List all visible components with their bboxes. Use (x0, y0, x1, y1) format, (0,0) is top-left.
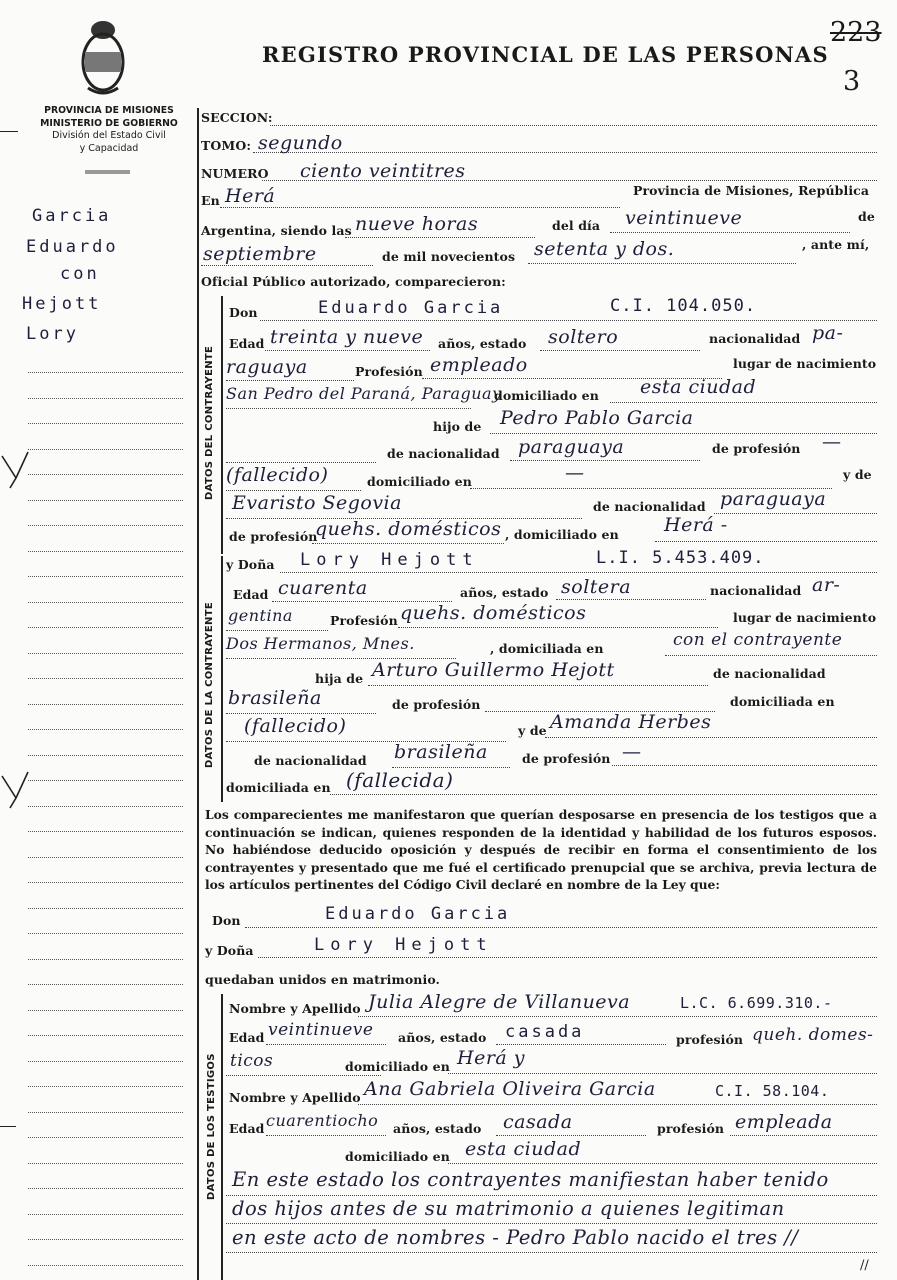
label-edad-w2: Edad (229, 1121, 265, 1136)
bride-madre-domicilio: (fallecida) (346, 768, 454, 792)
note-line: dos hijos antes de su matrimonio a quienes legitiman (232, 1197, 785, 1220)
label-y-de: y de (843, 467, 872, 482)
groom-madre: Evaristo Segovia (232, 492, 402, 514)
label-numero: NUMERO (201, 166, 269, 181)
label-ante-mi: , ante mí, (802, 237, 870, 252)
label-edad: Edad (229, 336, 265, 351)
groom-name: Eduardo Garcia (318, 298, 504, 318)
bride-domicilio: con el contrayente (673, 630, 843, 650)
numero-value: ciento veintitres (300, 160, 466, 182)
w2-name: Ana Gabriela Oliveira Garcia (364, 1078, 656, 1100)
margin-spouse-given: Lory (26, 324, 79, 344)
bride-name: Lory Hejott (300, 550, 479, 570)
anio-value: setenta y dos. (534, 238, 675, 260)
groom-side-label: DATOS DEL CONTRAYENTE (204, 345, 215, 500)
margin-ruled-line (28, 1112, 183, 1113)
margin-ruled-line (28, 602, 183, 603)
margin-ruled-line (28, 857, 183, 858)
bride-lugar-nacimiento: Dos Hermanos, Mnes. (226, 634, 415, 653)
note-line: en este acto de nombres - Pedro Pablo nacido el tres // (232, 1226, 799, 1249)
label-de-nacionalidad2-b: de nacionalidad (254, 753, 367, 768)
margin-ruled-line (28, 1061, 183, 1062)
lugar-value: Herá (225, 185, 276, 207)
issuer-block (20, 105, 198, 155)
w1-edad: veintinueve (268, 1020, 374, 1040)
groom-padre: Pedro Pablo Garcia (500, 407, 694, 429)
margin-ruled-line (28, 372, 183, 373)
label-de-profesion: de profesión (712, 441, 801, 456)
bride-padre-estado: (fallecido) (244, 715, 347, 737)
page-title: REGISTRO PROVINCIAL DE LAS PERSONAS (262, 42, 829, 67)
note-line: En este estado los contrayentes manifiestan haber tenido (232, 1168, 829, 1191)
label-profesion: Profesión (355, 364, 423, 379)
margin-ruled-line (28, 525, 183, 526)
groom-estado: soltero (548, 326, 619, 348)
label-de: de (858, 209, 875, 224)
label-domiciliada-en: , domiciliada en (490, 641, 604, 656)
hora-value: nueve horas (355, 213, 479, 235)
bride-profesion: quehs. domésticos (400, 602, 587, 624)
margin-ruled-line (28, 780, 183, 781)
margin-ruled-line (28, 1035, 183, 1036)
declaration-don: Eduardo Garcia (325, 904, 511, 924)
left-margin-tick (0, 131, 18, 132)
bride-bracket (221, 556, 223, 802)
margin-ruled-line (28, 729, 183, 730)
label-tomo: TOMO: (201, 138, 252, 153)
margin-ruled-line (28, 576, 183, 577)
label-anios-estado: años, estado (438, 336, 527, 351)
margin-ruled-line (28, 933, 183, 934)
groom-nacionalidad-b: raguaya (226, 356, 308, 378)
label-nacionalidad-b: nacionalidad (710, 583, 802, 598)
w2-estado: casada (503, 1111, 573, 1133)
declaration-closing: quedaban unidos en matrimonio. (205, 972, 440, 987)
w1-estado: casada (505, 1022, 585, 1042)
label-edad-b: Edad (233, 587, 269, 602)
margin-checkmark (0, 448, 32, 492)
margin-ruled-line (28, 984, 183, 985)
w1-profesion-b: ticos (230, 1051, 274, 1071)
bride-padre-nacionalidad: brasileña (228, 687, 322, 709)
label-don-decl: Don (212, 913, 241, 928)
label-y-de-b: y de (518, 723, 547, 738)
groom-padre-domicilio: — (565, 462, 585, 484)
issuer-line: y Capacidad (79, 142, 139, 154)
margin-ruled-line (28, 831, 183, 832)
margin-ruled-line (28, 882, 183, 883)
margin-ruled-line (28, 1010, 183, 1011)
label-lugar-nac: lugar de nacimiento (733, 356, 877, 371)
margin-ruled-line (28, 398, 183, 399)
margin-ruled-line (28, 627, 183, 628)
margin-ruled-line (28, 755, 183, 756)
label-de-profesion2-b: de profesión (522, 751, 611, 766)
label-don: Don (229, 305, 258, 320)
w2-doc: C.I. 58.104. (715, 1082, 830, 1100)
groom-padre-profesion: — (822, 431, 842, 453)
label-anios-estado-b: años, estado (460, 585, 549, 600)
bottom-marks: // (860, 1258, 869, 1273)
margin-ruled-line (28, 1163, 183, 1164)
margin-ruled-line (28, 551, 183, 552)
label-de-nacionalidad-b: de nacionalidad (713, 666, 826, 681)
groom-madre-profesion: quehs. domésticos (315, 518, 502, 540)
bride-madre-nacionalidad: brasileña (394, 741, 488, 763)
bride-padre: Arturo Guillermo Hejott (372, 659, 615, 681)
margin-ruled-line (28, 908, 183, 909)
issuer-underline (85, 170, 130, 174)
groom-edad: treinta y nueve (270, 326, 424, 348)
groom-madre-domicilio: Herá - (664, 514, 728, 536)
margin-divider (197, 108, 199, 1280)
margin-ruled-line (28, 1239, 183, 1240)
margin-ruled-line (28, 678, 183, 679)
groom-doc: C.I. 104.050. (610, 296, 757, 316)
coat-of-arms-icon (76, 18, 130, 98)
groom-padre-nacionalidad: paraguaya (518, 436, 625, 458)
label-dona-decl: y Doña (205, 943, 254, 958)
margin-checkmark (0, 768, 32, 812)
margin-con: con (60, 264, 100, 284)
w2-edad: cuarentiocho (266, 1111, 379, 1130)
margin-surname: Garcia (32, 206, 112, 226)
label-domiciliada-en3: domiciliada en (226, 780, 331, 795)
margin-dash (0, 1126, 16, 1127)
margin-ruled-line (28, 704, 183, 705)
dia-value: veintinueve (625, 207, 743, 229)
issuer-line: División del Estado Civil (52, 130, 166, 141)
label-seccion: SECCION: (201, 110, 273, 125)
w1-doc: L.C. 6.699.310.- (680, 994, 833, 1012)
label-hijo-de: hijo de (433, 419, 482, 434)
w2-profesion: empleada (735, 1111, 833, 1133)
label-argentina: Argentina, siendo las (201, 223, 352, 238)
label-edad-w1: Edad (229, 1030, 265, 1045)
groom-nacionalidad-a: pa- (812, 322, 844, 344)
issuer-line: MINISTERIO DE GOBIERNO (40, 117, 178, 129)
label-hija-de: hija de (315, 671, 364, 686)
groom-domicilio: esta ciudad (640, 376, 757, 398)
label-oficial: Oficial Público autorizado, comparecieron: (201, 274, 506, 289)
old-page-number: 223 (830, 17, 882, 48)
declaration-dona: Lory Hejott (314, 935, 493, 955)
label-domiciliado-w1: domiciliado en (345, 1059, 450, 1074)
page-number: 3 (843, 66, 861, 97)
mes-value: septiembre (203, 243, 317, 265)
w1-profesion-a: queh. domes- (752, 1025, 874, 1045)
label-domiciliado-en: domiciliado en (494, 388, 599, 403)
label-anios-estado-w2: años, estado (393, 1121, 482, 1136)
label-lugar-nac-b: lugar de nacimiento (733, 610, 877, 625)
w2-domicilio: esta ciudad (465, 1138, 582, 1160)
bride-madre-profesion: — (622, 741, 642, 763)
margin-given: Eduardo (26, 237, 119, 257)
label-nombre-2: Nombre y Apellido (229, 1090, 361, 1105)
groom-profesion: empleado (430, 354, 528, 376)
margin-ruled-line (28, 1086, 183, 1087)
label-domiciliada-en2: domiciliada en (730, 694, 835, 709)
margin-spouse-surname: Hejott (22, 294, 102, 314)
label-de-profesion-b: de profesión (392, 697, 481, 712)
bride-estado: soltera (561, 576, 632, 598)
bride-edad: cuarenta (278, 577, 368, 599)
groom-bracket (221, 296, 223, 554)
label-domiciliado-w2: domiciliado en (345, 1149, 450, 1164)
margin-ruled-line (28, 449, 183, 450)
witness-side-label: DATOS DE LOS TESTIGOS (206, 1053, 217, 1200)
w1-name: Julia Alegre de Villanueva (368, 991, 631, 1013)
groom-padre-estado: (fallecido) (226, 464, 329, 486)
label-de-nacionalidad: de nacionalidad (387, 446, 500, 461)
groom-madre-nacionalidad: paraguaya (720, 488, 827, 510)
bride-nacionalidad-a: ar- (812, 574, 841, 596)
margin-ruled-line (28, 1137, 183, 1138)
tomo-value: segundo (258, 132, 343, 154)
label-provincia: Provincia de Misiones, República (633, 183, 870, 198)
declaration-text: Los comparecientes me manifestaron que querían desposarse en presencia de los testigos que a continuación se indican, quienes responden de la identidad y habilidad de los futuros esposos. No habiéndose deducido oposición y después de recibir en forma el consentimiento de los contrayentes y presentado que me fué el certificado prenupcial que se archiva, previa lectura de los artículos pertinentes del Código Civil declaré en nombre de la Ley que: (205, 807, 877, 892)
label-nombre-1: Nombre y Apellido (229, 1001, 361, 1016)
label-profesion-b: Profesión (330, 613, 398, 628)
w1-domicilio: Herá y (457, 1047, 525, 1069)
label-anios-estado-w1: años, estado (398, 1030, 487, 1045)
label-del-dia: del día (552, 218, 601, 233)
label-nacionalidad: nacionalidad (709, 331, 801, 346)
bride-doc: L.I. 5.453.409. (596, 548, 765, 568)
label-profesion-w1: profesión (676, 1032, 744, 1047)
label-de-profesion2: de profesión (229, 529, 318, 544)
witness-bracket (221, 994, 223, 1280)
label-domiciliado-en3: , domiciliado en (505, 527, 619, 542)
bride-side-label: DATOS DE LA CONTRAYENTE (204, 602, 215, 768)
bride-nacionalidad-b: gentina (228, 606, 293, 625)
margin-ruled-line (28, 806, 183, 807)
label-de-mil: de mil novecientos (382, 249, 516, 264)
margin-ruled-line (28, 500, 183, 501)
margin-ruled-line (28, 959, 183, 960)
issuer-line: PROVINCIA DE MISIONES (44, 105, 174, 116)
margin-ruled-line (28, 653, 183, 654)
bride-madre: Amanda Herbes (550, 711, 712, 733)
groom-lugar-nacimiento: San Pedro del Paraná, Paraguay (226, 384, 502, 403)
label-y-dona: y Doña (226, 557, 275, 572)
margin-ruled-line (28, 1188, 183, 1189)
label-de-nacionalidad2: de nacionalidad (593, 499, 706, 514)
margin-ruled-line (28, 1265, 183, 1266)
margin-ruled-line (28, 423, 183, 424)
margin-ruled-line (28, 1214, 183, 1215)
label-en: En (201, 193, 220, 208)
label-profesion-w2: profesión (657, 1121, 725, 1136)
label-domiciliado-en2: domiciliado en (367, 474, 472, 489)
margin-ruled-line (28, 474, 183, 475)
